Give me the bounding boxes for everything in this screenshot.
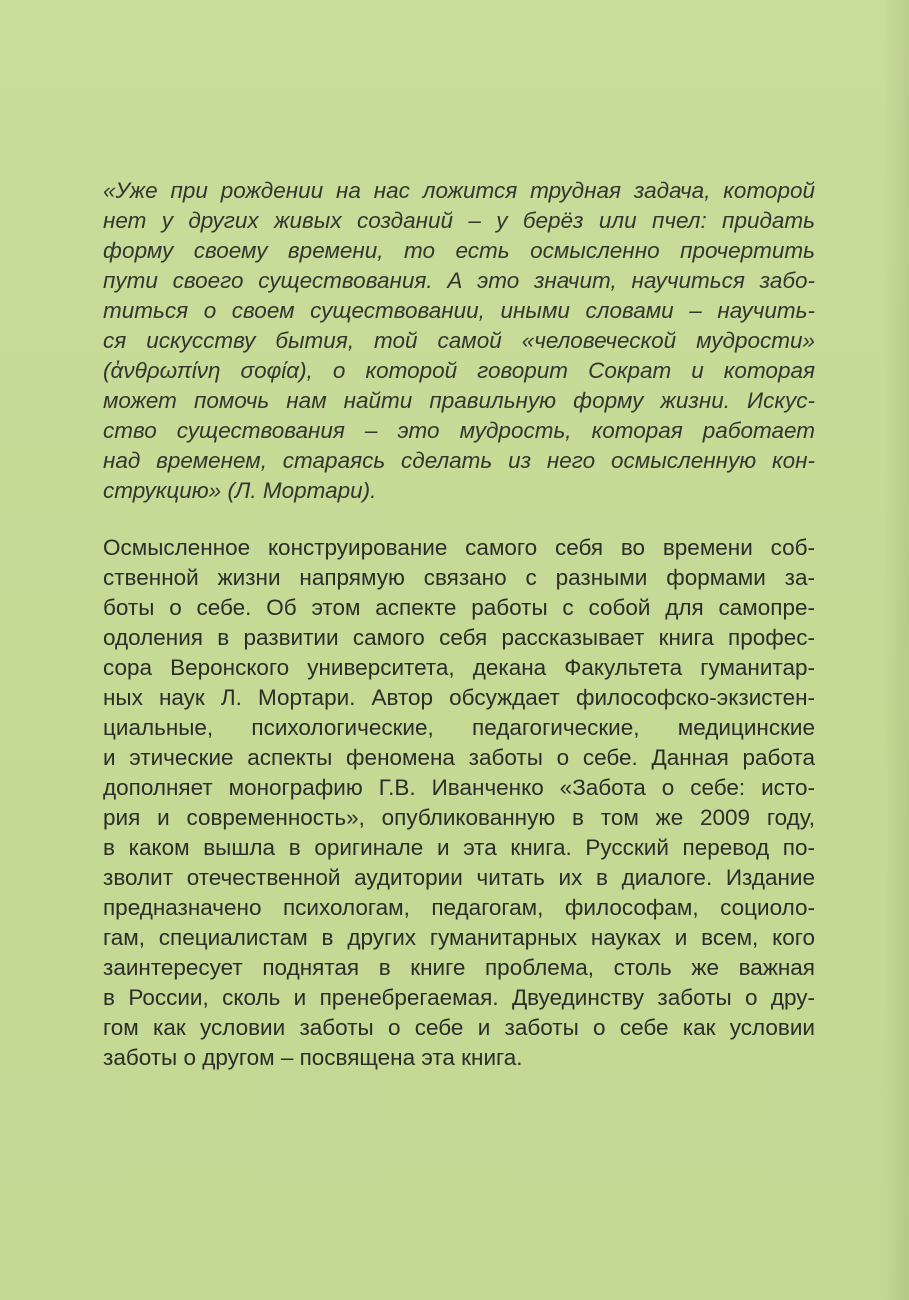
- quote-line: может помочь нам найти правильную форму жизни. Искус-: [103, 388, 815, 413]
- quote-line: (ἀνθρωπίνη σοφία), о которой говорит Сократ и которая: [103, 358, 815, 383]
- body-line: гом как условии заботы о себе и заботы о себе как условии: [103, 1015, 815, 1040]
- body-line: боты о себе. Об этом аспекте работы с собой для самопре-: [103, 595, 815, 620]
- body-line: дополняет монографию Г.В. Иванченко «Забота о себе: исто-: [103, 775, 815, 800]
- quote-line: струкцию» (Л. Мортари).: [103, 478, 377, 503]
- body-line: одоления в развитии самого себя рассказывает книга профес-: [103, 625, 815, 650]
- quote-line: пути своего существования. А это значит, научиться забо-: [103, 268, 815, 293]
- quote-line: над временем, стараясь сделать из него осмысленную кон-: [103, 448, 815, 473]
- body-line: в России, сколь и пренебрегаемая. Двуединству заботы о дру-: [103, 985, 815, 1010]
- quote-line: «Уже при рождении на нас ложится трудная задача, которой: [103, 178, 815, 203]
- body-line: гам, специалистам в других гуманитарных науках и всем, кого: [103, 925, 815, 950]
- body-line: зволит отечественной аудитории читать их в диалоге. Издание: [103, 865, 815, 890]
- quote-line: титься о своем существовании, иными словами – научить-: [103, 298, 815, 323]
- epigraph-quote: [103, 176, 815, 506]
- body-line: Осмысленное конструирование самого себя во времени соб-: [103, 535, 815, 560]
- body-line: и этические аспекты феномена заботы о себе. Данная работа: [103, 745, 815, 770]
- body-line: в каком вышла в оригинале и эта книга. Русский перевод по-: [103, 835, 815, 860]
- body-line: заботы о другом – посвящена эта книга.: [103, 1045, 523, 1070]
- body-line: ственной жизни напрямую связано с разными формами за-: [103, 565, 815, 590]
- body-line: циальные, психологические, педагогические, медицинские: [103, 715, 815, 740]
- body-line: рия и современность», опубликованную в том же 2009 году,: [103, 805, 815, 830]
- spine-shadow: [883, 0, 909, 1300]
- quote-line: ся искусству бытия, той самой «человеческой мудрости»: [103, 328, 815, 353]
- quote-line: ство существования – это мудрость, которая работает: [103, 418, 815, 443]
- body-line: заинтересует поднятая в книге проблема, столь же важная: [103, 955, 815, 980]
- body-line: сора Веронского университета, декана Факультета гуманитар-: [103, 655, 815, 680]
- quote-line: форму своему времени, то есть осмысленно прочертить: [103, 238, 815, 263]
- body-line: предназначено психологам, педагогам, философам, социоло-: [103, 895, 815, 920]
- quote-line: нет у других живых созданий – у берёз или пчел: придать: [103, 208, 815, 233]
- body-line: ных наук Л. Мортари. Автор обсуждает философско-экзистен-: [103, 685, 815, 710]
- annotation-paragraph: [103, 533, 815, 1073]
